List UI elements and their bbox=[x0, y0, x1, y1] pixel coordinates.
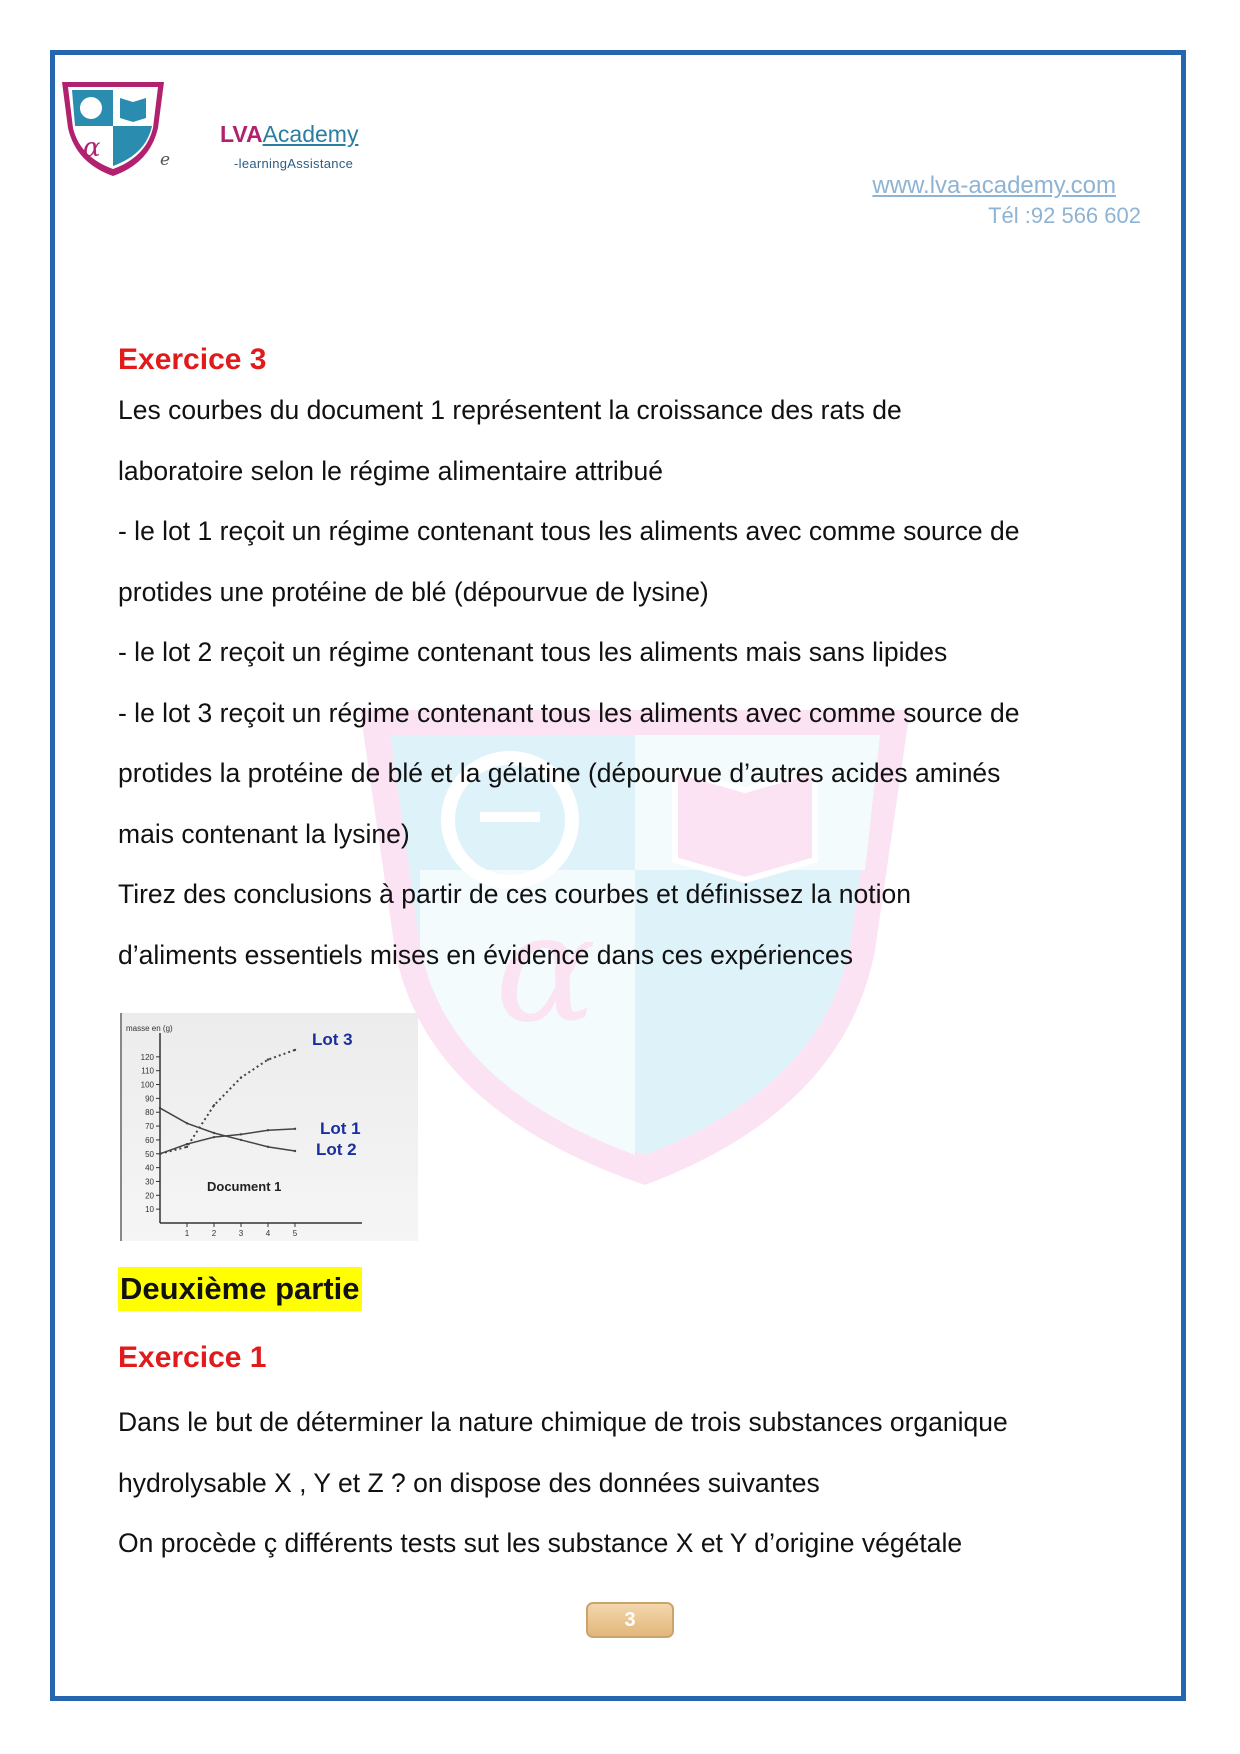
data-point bbox=[240, 1076, 242, 1078]
text-line: d’aliments essentiels mises en évidence dans ces expériences bbox=[118, 939, 854, 970]
y-tick-label: 100 bbox=[140, 1080, 154, 1090]
brand-name bbox=[220, 121, 358, 148]
document-1-chart bbox=[120, 1013, 418, 1241]
data-point bbox=[213, 1132, 215, 1134]
text-line: - le lot 1 reçoit un régime contenant tous les aliments avec comme source de bbox=[118, 516, 1020, 546]
chart-title: Document 1 bbox=[207, 1179, 282, 1194]
exercise-3-title: Exercice 3 bbox=[118, 343, 267, 376]
data-point bbox=[294, 1049, 296, 1051]
data-point bbox=[186, 1143, 188, 1145]
y-tick-label: 70 bbox=[145, 1122, 154, 1132]
text-line: Tirez des conclusions à partir de ces courbes et définissez la notion bbox=[118, 879, 911, 909]
data-point bbox=[267, 1058, 269, 1060]
data-point bbox=[213, 1104, 215, 1106]
text-line: mais contenant la lysine) bbox=[118, 818, 410, 849]
page-number: 3 bbox=[586, 1602, 674, 1638]
x-tick-label: 2 bbox=[211, 1229, 217, 1238]
growth-chart-svg bbox=[122, 1013, 418, 1241]
data-point bbox=[294, 1150, 296, 1152]
x-tick-label: 1 bbox=[184, 1229, 190, 1238]
text-line: laboratoire selon le régime alimentaire attribué bbox=[118, 455, 664, 486]
x-tick-label: 3 bbox=[238, 1229, 244, 1238]
y-tick-label: 50 bbox=[145, 1149, 154, 1159]
y-tick-label: 20 bbox=[145, 1191, 154, 1201]
y-tick-label: 30 bbox=[145, 1177, 154, 1187]
y-tick-label: 90 bbox=[145, 1094, 154, 1104]
text-line: protides une protéine de blé (dépourvue de lysine) bbox=[118, 576, 709, 607]
brand-academy: Academy bbox=[262, 121, 359, 147]
y-tick-label: 10 bbox=[145, 1205, 154, 1215]
series-line-lot-3 bbox=[160, 1050, 295, 1154]
data-point bbox=[186, 1122, 188, 1124]
exercise-3-body bbox=[118, 380, 1168, 985]
series-line-lot-1 bbox=[160, 1129, 295, 1154]
exercise-3-section bbox=[118, 340, 1168, 985]
exercise-1-title: Exercice 1 bbox=[118, 1341, 267, 1374]
data-point bbox=[240, 1139, 242, 1141]
series-label: Lot 2 bbox=[316, 1140, 357, 1159]
svg-text:α: α bbox=[83, 133, 101, 163]
svg-text:α: α bbox=[495, 882, 597, 1056]
series-label: Lot 3 bbox=[312, 1030, 353, 1049]
data-point bbox=[159, 1107, 161, 1109]
x-tick-label: 5 bbox=[292, 1229, 298, 1238]
data-point bbox=[213, 1136, 215, 1138]
brand-lva: LVA bbox=[220, 121, 263, 147]
website-link[interactable]: www.lva-academy.com bbox=[872, 172, 1116, 199]
academy-logo bbox=[58, 78, 171, 178]
logo-e-letter: e bbox=[160, 150, 171, 170]
part-2-heading: Deuxième partie bbox=[118, 1267, 362, 1311]
text-line: - le lot 2 reçoit un régime contenant tous les aliments mais sans lipides bbox=[118, 637, 948, 667]
y-tick-label: 110 bbox=[141, 1066, 154, 1076]
y-tick-label: 120 bbox=[140, 1052, 154, 1062]
y-tick-label: 60 bbox=[145, 1135, 154, 1145]
data-point bbox=[294, 1128, 296, 1130]
y-tick-label: 40 bbox=[145, 1163, 154, 1173]
data-point bbox=[267, 1129, 269, 1131]
text-line: On procède ç différents tests sut les substance X et Y d’origine végétale bbox=[118, 1528, 963, 1558]
exercise-1-body bbox=[118, 1392, 1008, 1574]
text-line: protides la protéine de blé et la gélatine (dépourvue d’autres acides aminés bbox=[118, 758, 1001, 788]
data-point bbox=[240, 1133, 242, 1135]
y-axis-label: masse en (g) bbox=[126, 1024, 173, 1033]
text-line: Dans le but de déterminer la nature chimique de trois substances organique bbox=[118, 1407, 1008, 1437]
brand-tagline: -learningAssistance bbox=[234, 156, 354, 171]
data-point bbox=[159, 1153, 161, 1155]
x-tick-label: 4 bbox=[265, 1229, 271, 1238]
phone-number: Tél :92 566 602 bbox=[988, 203, 1141, 228]
text-line: hydrolysable X , Y et Z ? on dispose des données suivantes bbox=[118, 1467, 820, 1498]
series-label: Lot 1 bbox=[320, 1119, 361, 1138]
text-line: - le lot 3 reçoit un régime contenant tous les aliments avec comme source de bbox=[118, 697, 1020, 728]
data-point bbox=[267, 1146, 269, 1148]
data-point bbox=[186, 1146, 188, 1148]
text-line: Les courbes du document 1 représentent la croissance des rats de bbox=[118, 395, 902, 425]
y-tick-label: 80 bbox=[145, 1108, 154, 1118]
